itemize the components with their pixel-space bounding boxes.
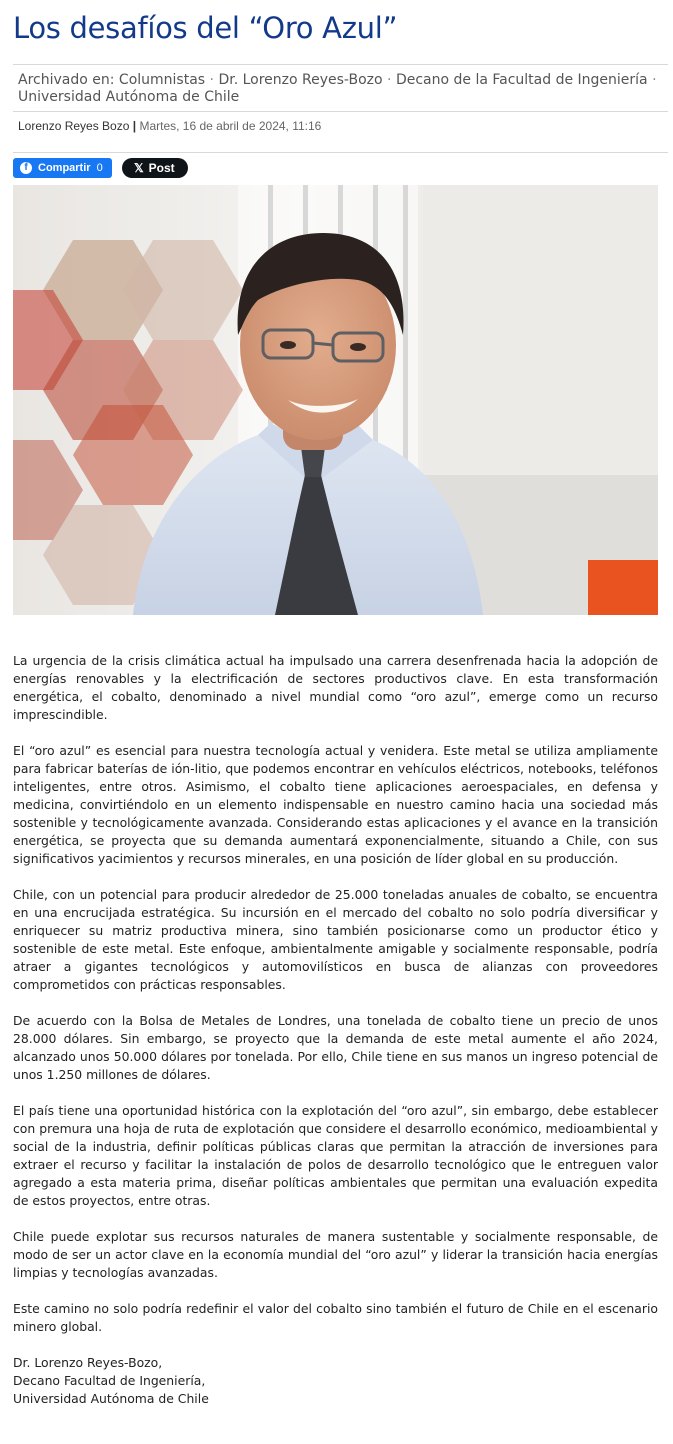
article-paragraph: La urgencia de la crisis climática actual ha impulsado una carrera desenfrenada hacia la adopción de energías renovables y la electrificación de sectores productivos clave. En esta transformación energética, el cobalto, denominado a nivel mundial como “oro azul”, emerge como un recurso imprescindible. bbox=[13, 653, 658, 722]
article-paragraph: Este camino no solo podría redefinir el valor del cobalto sino también el futuro de Chile en el escenario minero global. bbox=[13, 1301, 658, 1334]
byline-separator: | bbox=[132, 119, 140, 133]
article-paragraph: Chile, con un potencial para producir alrededor de 25.000 toneladas anuales de cobalto, se encuentra en una encrucijada estratégica. Su incursión en el mercado del cobalto no solo podría diversificar y enriquecer su matriz productiva minera, sino también posicionarse como un productor ético y sostenible de este metal. Este enfoque, ambientalmente amigable y socialmente responsable, podría atraer a gigantes tecnológicos y automovilísticos en busca de alianzas con proveedores comprometidos con prácticas responsables. bbox=[13, 887, 658, 992]
tag-link-university[interactable]: Universidad Autónoma de Chile bbox=[18, 89, 240, 105]
article-paragraph: El país tiene una oportunidad histórica con la explotación del “oro azul”, sin embargo, debe establecer con premura una hoja de ruta de explotación que considere el desarrollo económico, medioambiental y social de la industria, definir políticas públicas claras que permitan la atracción de inversiones para extraer el recurso y facilitar la instalación de polos de desarrollo tecnológico que le entreguen valor agregado a esta materia prima, diseñar políticas ambientales que permitan una evaluación expedita de estos proyectos, entre otras. bbox=[13, 1103, 658, 1208]
author-link[interactable]: Lorenzo Reyes Bozo bbox=[18, 119, 130, 133]
archive-tags bbox=[18, 72, 658, 106]
article-body bbox=[13, 652, 658, 1408]
divider bbox=[13, 111, 668, 112]
tag-separator: · bbox=[387, 72, 392, 88]
article-photo bbox=[13, 185, 658, 615]
publish-date: Martes, 16 de abril de 2024, 11:16 bbox=[139, 119, 322, 133]
facebook-share-label: Compartir bbox=[38, 162, 91, 174]
signature-role: Decano Facultad de Ingeniería, bbox=[13, 1373, 206, 1388]
divider bbox=[13, 152, 668, 153]
facebook-icon: f bbox=[20, 162, 32, 174]
article-paragraph: De acuerdo con la Bolsa de Metales de Londres, una tonelada de cobalto tiene un precio de unos 28.000 dólares. Sin embargo, se proyecto que la demanda de este metal aumente el año 2024, alcanzado unos 50.000 dólares por tonelada. Por ello, Chile tiene en sus manos un ingreso potencial de unos 1.250 millones de dólares. bbox=[13, 1013, 658, 1082]
signature-name: Dr. Lorenzo Reyes-Bozo, bbox=[13, 1355, 163, 1370]
article-paragraph: Chile puede explotar sus recursos naturales de manera sustentable y socialmente responsable, de modo de ser un actor clave en la economía mundial del “oro azul” y liderar la transición hacia energías limpias y tecnologías avanzadas. bbox=[13, 1229, 658, 1280]
x-post-button[interactable] bbox=[122, 158, 188, 178]
facebook-share-button[interactable] bbox=[13, 158, 112, 178]
x-logo-icon: 𝕏 bbox=[134, 161, 144, 175]
tag-link-author[interactable]: Dr. Lorenzo Reyes-Bozo bbox=[218, 72, 383, 88]
article-paragraph: El “oro azul” es esencial para nuestra tecnología actual y venidera. Este metal se utiliza ampliamente para fabricar baterías de ión-litio, que podemos encontrar en vehículos eléctricos, notebooks, teléfonos inteligentes, entre otros. Asimismo, el cobalto tiene aplicaciones aeroespaciales, en defensa y medicina, convirtiéndolo en un elemento indispensable en nuestro camino hacia una sociedad más sostenible y tecnológicamente avanzada. Considerando estas aplicaciones y el avance en la transición energética, se proyecta que su demanda aumentará exponencialmente, situando a Chile, con sus significativos yacimientos y recursos minerales, en una posición de líder global en su producción. bbox=[13, 743, 658, 866]
signature bbox=[13, 1354, 658, 1408]
byline bbox=[18, 118, 658, 134]
tag-link-columnistas[interactable]: Columnistas bbox=[118, 72, 206, 88]
x-post-label: Post bbox=[148, 161, 175, 175]
tag-separator: · bbox=[652, 72, 657, 88]
divider bbox=[13, 64, 668, 65]
archive-prefix: Archivado en: bbox=[18, 72, 115, 88]
signature-institution: Universidad Autónoma de Chile bbox=[13, 1391, 209, 1406]
article-title: Los desafíos del “Oro Azul” bbox=[13, 11, 398, 45]
portrait-image bbox=[13, 185, 658, 615]
facebook-share-count: 0 bbox=[96, 162, 103, 174]
tag-link-dean[interactable]: Decano de la Facultad de Ingeniería bbox=[395, 72, 648, 88]
tag-separator: · bbox=[209, 72, 214, 88]
